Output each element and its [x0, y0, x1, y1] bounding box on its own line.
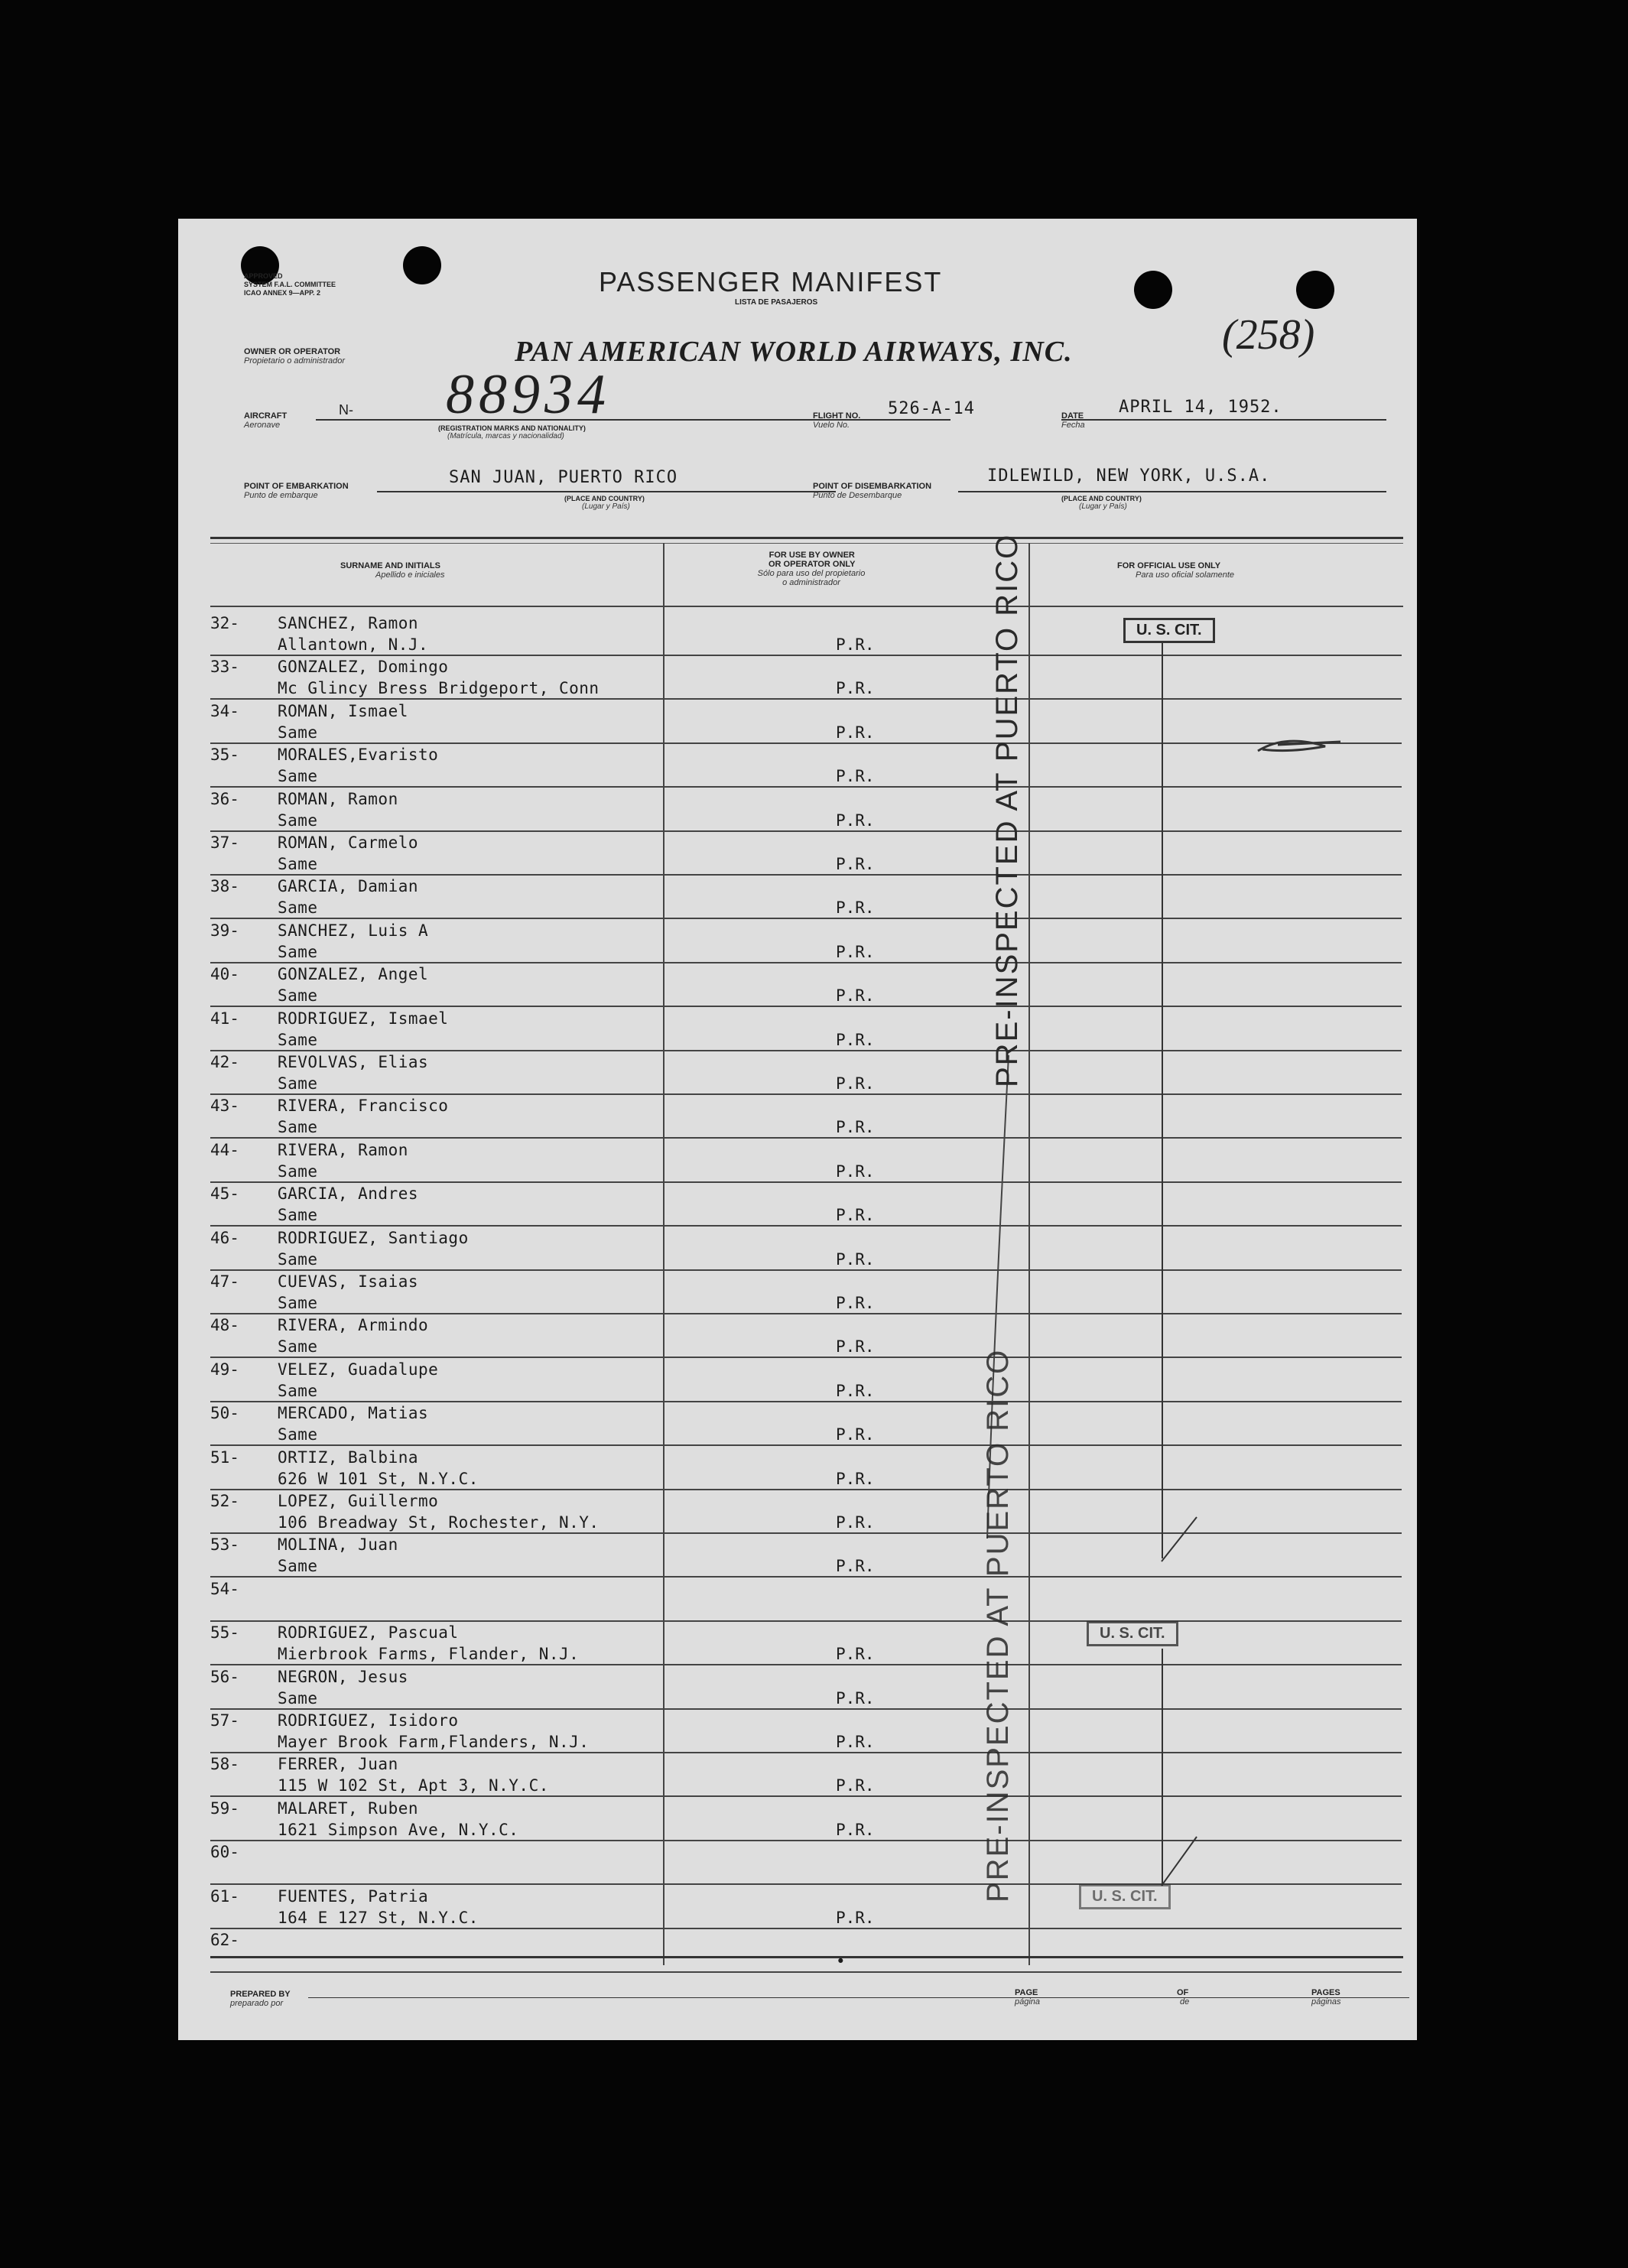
- passenger-number: 46-: [210, 1228, 239, 1247]
- passenger-name: RIVERA, Francisco: [278, 1097, 449, 1116]
- passenger-address: Same: [278, 1162, 318, 1181]
- punch-hole-right-1: [1134, 271, 1172, 309]
- passenger-address: Same: [278, 1118, 318, 1137]
- passenger-embark-code: P.R.: [836, 1688, 875, 1707]
- col-header-surname: SURNAME AND INITIALS: [340, 561, 440, 570]
- passenger-number: 53-: [210, 1535, 239, 1555]
- passenger-name: FERRER, Juan: [278, 1755, 398, 1774]
- passenger-embark-code: P.R.: [836, 1425, 875, 1444]
- disembark-place-caption: (PLACE AND COUNTRY): [1061, 495, 1142, 502]
- passenger-name: RODRIGUEZ, Pascual: [278, 1623, 459, 1643]
- passenger-number: 44-: [210, 1140, 239, 1159]
- passenger-row: [178, 1447, 1402, 1490]
- passenger-address: Same: [278, 723, 318, 742]
- col-header-owner-use-line: OR OPERATOR ONLY: [769, 560, 856, 569]
- disembark-label-es: Punto de Desembarque: [813, 491, 902, 500]
- passenger-row: [178, 1271, 1402, 1314]
- col-header-owner-use-es-line: Sólo para uso del propietario: [757, 569, 866, 578]
- passenger-row: [178, 1095, 1402, 1139]
- passenger-name: RODRIGUEZ, Ismael: [278, 1009, 449, 1028]
- col-header-owner-use-es: [750, 569, 872, 587]
- passenger-row: [178, 700, 1402, 744]
- embark-value: SAN JUAN, PUERTO RICO: [449, 468, 678, 487]
- passenger-address: Same: [278, 1381, 318, 1400]
- form-title: PASSENGER MANIFEST: [599, 266, 943, 297]
- col-header-surname-es: Apellido e iniciales: [375, 570, 445, 580]
- passenger-embark-code: P.R.: [836, 1776, 875, 1795]
- date-field-line: [1061, 419, 1386, 421]
- form-subtitle: LISTA DE PASAJEROS: [735, 298, 818, 307]
- passenger-embark-code: P.R.: [836, 679, 875, 698]
- table-top-rule-thin: [210, 543, 1403, 544]
- passenger-embark-code: P.R.: [836, 1206, 875, 1225]
- passenger-embark-code: P.R.: [836, 1820, 875, 1839]
- passenger-embark-code: P.R.: [836, 1381, 875, 1400]
- passenger-embark-code: P.R.: [836, 1294, 875, 1312]
- passenger-address: Same: [278, 986, 318, 1006]
- passenger-name: RODRIGUEZ, Isidoro: [278, 1711, 459, 1730]
- passenger-row: [178, 1227, 1402, 1271]
- footer-field-line: [308, 1997, 1409, 1998]
- passenger-number: 54-: [210, 1579, 239, 1598]
- passenger-name: ROMAN, Ismael: [278, 701, 408, 720]
- passenger-row: [178, 1666, 1402, 1710]
- footer-rule: [210, 1956, 1403, 1958]
- registration-caption-es: (Matrícula, marcas y nacionalidad): [447, 432, 564, 440]
- passenger-address: Same: [278, 1557, 318, 1576]
- flight-value: 526-A-14: [888, 399, 975, 418]
- footer-page-label-es: página: [1015, 1997, 1041, 2006]
- aircraft-label: AIRCRAFT: [244, 411, 288, 421]
- passenger-number: 39-: [210, 921, 239, 940]
- passenger-number: 45-: [210, 1184, 239, 1204]
- col-header-owner-use: [769, 551, 855, 569]
- passenger-address: Same: [278, 898, 318, 918]
- passenger-row: [178, 1183, 1402, 1227]
- embark-label: POINT OF EMBARKATION: [244, 482, 349, 491]
- passenger-embark-code: P.R.: [836, 1469, 875, 1488]
- passenger-row: [178, 1798, 1402, 1841]
- flight-label-es: Vuelo No.: [813, 421, 850, 430]
- passenger-number: 40-: [210, 965, 239, 984]
- passenger-number: 33-: [210, 658, 239, 677]
- row-rule: [210, 1971, 1402, 1973]
- passenger-name: NEGRON, Jesus: [278, 1667, 408, 1686]
- punch-hole-right-2: [1296, 271, 1334, 309]
- passenger-row: [178, 1490, 1402, 1534]
- passenger-name: GARCIA, Andres: [278, 1184, 419, 1204]
- embark-place-caption-es: (Lugar y País): [582, 502, 630, 511]
- passenger-address: Same: [278, 811, 318, 830]
- passenger-number: 55-: [210, 1623, 239, 1643]
- check-mark-2: [1154, 1832, 1200, 1889]
- passenger-number: 56-: [210, 1667, 239, 1686]
- passenger-row: [178, 1359, 1402, 1402]
- passenger-number: 32-: [210, 614, 239, 632]
- passenger-name: FUENTES, Patria: [278, 1886, 429, 1906]
- passenger-address: Same: [278, 942, 318, 961]
- passenger-embark-code: P.R.: [836, 1908, 875, 1927]
- passenger-name: ROMAN, Carmelo: [278, 833, 419, 852]
- passenger-number: 41-: [210, 1009, 239, 1028]
- prepared-by-label: PREPARED BY: [230, 1990, 291, 1999]
- passenger-embark-code: P.R.: [836, 1118, 875, 1137]
- approval-line: ICAO ANNEX 9—APP. 2: [244, 289, 321, 297]
- passenger-row: [178, 1753, 1402, 1797]
- us-cit-stamp-1: U. S. CIT.: [1123, 618, 1215, 643]
- disembark-place-caption-es: (Lugar y País): [1079, 502, 1127, 511]
- prepared-by-label-es: preparado por: [230, 1999, 284, 2008]
- passenger-row: [178, 1841, 1402, 1885]
- passenger-embark-code: P.R.: [836, 1162, 875, 1181]
- passenger-embark-code: P.R.: [836, 1645, 875, 1664]
- official-check-line-1: [1162, 641, 1163, 1558]
- passenger-address: Same: [278, 767, 318, 786]
- passenger-row: [178, 1051, 1402, 1095]
- disembark-field-line: [958, 491, 1386, 492]
- passenger-number: 51-: [210, 1448, 239, 1467]
- passenger-number: 50-: [210, 1404, 239, 1423]
- approval-line: APPROVED: [244, 272, 283, 280]
- passenger-number: 60-: [210, 1843, 239, 1862]
- passenger-row: [178, 656, 1402, 700]
- passenger-address: 1621 Simpson Ave, N.Y.C.: [278, 1820, 519, 1839]
- passenger-address: Same: [278, 1425, 318, 1444]
- us-cit-stamp-2: U. S. CIT.: [1087, 1621, 1178, 1646]
- col-header-official: FOR OFFICIAL USE ONLY: [1117, 561, 1221, 570]
- passenger-address: Same: [278, 1249, 318, 1269]
- passenger-embark-code: P.R.: [836, 811, 875, 830]
- scribble-mark: [1255, 736, 1347, 759]
- owner-value: PAN AMERICAN WORLD AIRWAYS, INC.: [515, 336, 1073, 368]
- passenger-name: MALARET, Ruben: [278, 1798, 419, 1818]
- passenger-embark-code: P.R.: [836, 855, 875, 873]
- passenger-address: Same: [278, 1206, 318, 1225]
- passenger-embark-code: P.R.: [836, 767, 875, 786]
- passenger-address: Same: [278, 855, 318, 873]
- passenger-name: GONZALEZ, Domingo: [278, 658, 449, 677]
- owner-label-es: Propietario o administrador: [244, 356, 346, 366]
- passenger-number: 37-: [210, 833, 239, 852]
- passenger-number: 47-: [210, 1272, 239, 1291]
- passenger-name: SANCHEZ, Luis A: [278, 921, 429, 940]
- date-label: DATE: [1061, 411, 1084, 421]
- passenger-number: 59-: [210, 1798, 239, 1818]
- passenger-row: [178, 1402, 1402, 1446]
- passenger-name: GONZALEZ, Angel: [278, 965, 429, 984]
- table-top-rule: [210, 537, 1403, 539]
- passenger-name: MERCADO, Matias: [278, 1404, 429, 1423]
- date-value: APRIL 14, 1952.: [1119, 398, 1282, 417]
- passenger-number: 35-: [210, 746, 239, 765]
- col-header-owner-use-line: FOR USE BY OWNER: [769, 551, 855, 560]
- embark-place-caption: (PLACE AND COUNTRY): [564, 495, 645, 502]
- passenger-row: [178, 1710, 1402, 1753]
- manifest-sheet: [178, 219, 1417, 2040]
- passenger-address: 115 W 102 St, Apt 3, N.Y.C.: [278, 1776, 549, 1795]
- footer-pages-label: PAGES: [1311, 1988, 1340, 1997]
- passenger-name: RIVERA, Armindo: [278, 1316, 429, 1335]
- passenger-row: [178, 1929, 1402, 1973]
- passenger-embark-code: P.R.: [836, 1337, 875, 1357]
- passenger-row: [178, 832, 1402, 876]
- column-header-rule: [210, 606, 1403, 607]
- passenger-embark-code: P.R.: [836, 1249, 875, 1269]
- passenger-number: 38-: [210, 877, 239, 896]
- passenger-name: SANCHEZ, Ramon: [278, 614, 419, 632]
- passenger-embark-code: P.R.: [836, 942, 875, 961]
- passenger-embark-code: P.R.: [836, 1030, 875, 1049]
- page-note-handwritten: (258): [1222, 311, 1315, 359]
- passenger-name: REVOLVAS, Elias: [278, 1053, 429, 1071]
- passenger-number: 42-: [210, 1053, 239, 1071]
- passenger-embark-code: P.R.: [836, 635, 875, 654]
- us-cit-stamp-3: U. S. CIT.: [1079, 1884, 1171, 1909]
- passenger-name: CUEVAS, Isaias: [278, 1272, 419, 1291]
- passenger-number: 34-: [210, 701, 239, 720]
- passenger-address: 164 E 127 St, N.Y.C.: [278, 1908, 479, 1927]
- passenger-name: MORALES,Evaristo: [278, 746, 439, 765]
- passenger-name: GARCIA, Damian: [278, 877, 419, 896]
- passenger-name: ROMAN, Ramon: [278, 789, 398, 808]
- aircraft-no-prefix: N-: [339, 402, 353, 418]
- passenger-row: [178, 1139, 1402, 1183]
- passenger-address: Mierbrook Farms, Flander, N.J.: [278, 1645, 580, 1664]
- passenger-number: 52-: [210, 1492, 239, 1510]
- passenger-embark-code: P.R.: [836, 898, 875, 918]
- preinspected-stamp-1: PRE-INSPECTED AT PUERTO RICO: [990, 533, 1024, 1087]
- passenger-name: VELEZ, Guadalupe: [278, 1360, 439, 1379]
- date-label-es: Fecha: [1061, 421, 1085, 430]
- passenger-row: [178, 1886, 1402, 1929]
- passenger-row: [178, 876, 1402, 919]
- passenger-embark-code: •: [836, 1952, 846, 1971]
- passenger-embark-code: P.R.: [836, 1557, 875, 1576]
- check-mark-1: [1154, 1511, 1200, 1565]
- registration-caption: (REGISTRATION MARKS AND NATIONALITY): [438, 424, 586, 432]
- passenger-name: RIVERA, Ramon: [278, 1140, 408, 1159]
- passenger-row: [178, 1622, 1402, 1665]
- passenger-embark-code: P.R.: [836, 1733, 875, 1751]
- passenger-row: [178, 963, 1402, 1007]
- passenger-name: ORTIZ, Balbina: [278, 1448, 419, 1467]
- approval-block: [244, 272, 336, 297]
- punch-hole-left-2: [403, 246, 441, 284]
- passenger-name: RODRIGUEZ, Santiago: [278, 1228, 469, 1247]
- aircraft-value-handwritten: 88934: [446, 363, 610, 426]
- passenger-embark-code: P.R.: [836, 986, 875, 1006]
- passenger-address: Same: [278, 1688, 318, 1707]
- passenger-number: 62-: [210, 1931, 239, 1949]
- passenger-number: 49-: [210, 1360, 239, 1379]
- passenger-row: [178, 920, 1402, 963]
- passenger-row: [178, 744, 1402, 788]
- passenger-embark-code: P.R.: [836, 1074, 875, 1093]
- passenger-number: 57-: [210, 1711, 239, 1730]
- passenger-number: 43-: [210, 1097, 239, 1116]
- passenger-number: 36-: [210, 789, 239, 808]
- footer-page-label: PAGE: [1015, 1988, 1038, 1997]
- passenger-number: 58-: [210, 1755, 239, 1774]
- passenger-address: 626 W 101 St, N.Y.C.: [278, 1469, 479, 1488]
- embark-label-es: Punto de embarque: [244, 491, 318, 500]
- passenger-embark-code: P.R.: [836, 1513, 875, 1532]
- preinspected-stamp-2: PRE-INSPECTED AT PUERTO RICO: [981, 1348, 1015, 1902]
- aircraft-label-es: Aeronave: [244, 421, 281, 430]
- passenger-row: [178, 1314, 1402, 1358]
- col-header-owner-use-es-line: o administrador: [782, 578, 840, 587]
- passenger-row: [178, 612, 1402, 656]
- embark-field-line: [377, 491, 836, 492]
- approval-line: SYSTEM F.A.L. COMMITTEE: [244, 281, 336, 288]
- passenger-row: [178, 1534, 1402, 1578]
- passenger-address: Same: [278, 1337, 318, 1357]
- passenger-number: 61-: [210, 1886, 239, 1906]
- passenger-name: MOLINA, Juan: [278, 1535, 398, 1555]
- passenger-address: Allantown, N.J.: [278, 635, 429, 654]
- passenger-address: Mayer Brook Farm,Flanders, N.J.: [278, 1733, 590, 1751]
- passenger-name: LOPEZ, Guillermo: [278, 1492, 439, 1510]
- col-header-official-es: Para uso oficial solamente: [1136, 570, 1235, 580]
- footer-of-label-es: de: [1180, 1997, 1190, 2006]
- passenger-address: Same: [278, 1074, 318, 1093]
- passenger-row: [178, 1578, 1402, 1622]
- passenger-row: [178, 1008, 1402, 1051]
- passenger-embark-code: P.R.: [836, 723, 875, 742]
- passenger-number: 48-: [210, 1316, 239, 1335]
- footer-pages-label-es: páginas: [1311, 1997, 1341, 2006]
- disembark-label: POINT OF DISEMBARKATION: [813, 482, 932, 491]
- passenger-address: Mc Glincy Bress Bridgeport, Conn: [278, 679, 600, 698]
- passenger-address: Same: [278, 1030, 318, 1049]
- passenger-address: 106 Breadway St, Rochester, N.Y.: [278, 1513, 600, 1532]
- owner-label: OWNER OR OPERATOR: [244, 347, 341, 356]
- disembark-value: IDLEWILD, NEW YORK, U.S.A.: [987, 466, 1271, 486]
- footer-of-label: OF: [1177, 1988, 1189, 1997]
- passenger-address: Same: [278, 1294, 318, 1312]
- flight-label: FLIGHT NO.: [813, 411, 861, 421]
- passenger-row: [178, 788, 1402, 832]
